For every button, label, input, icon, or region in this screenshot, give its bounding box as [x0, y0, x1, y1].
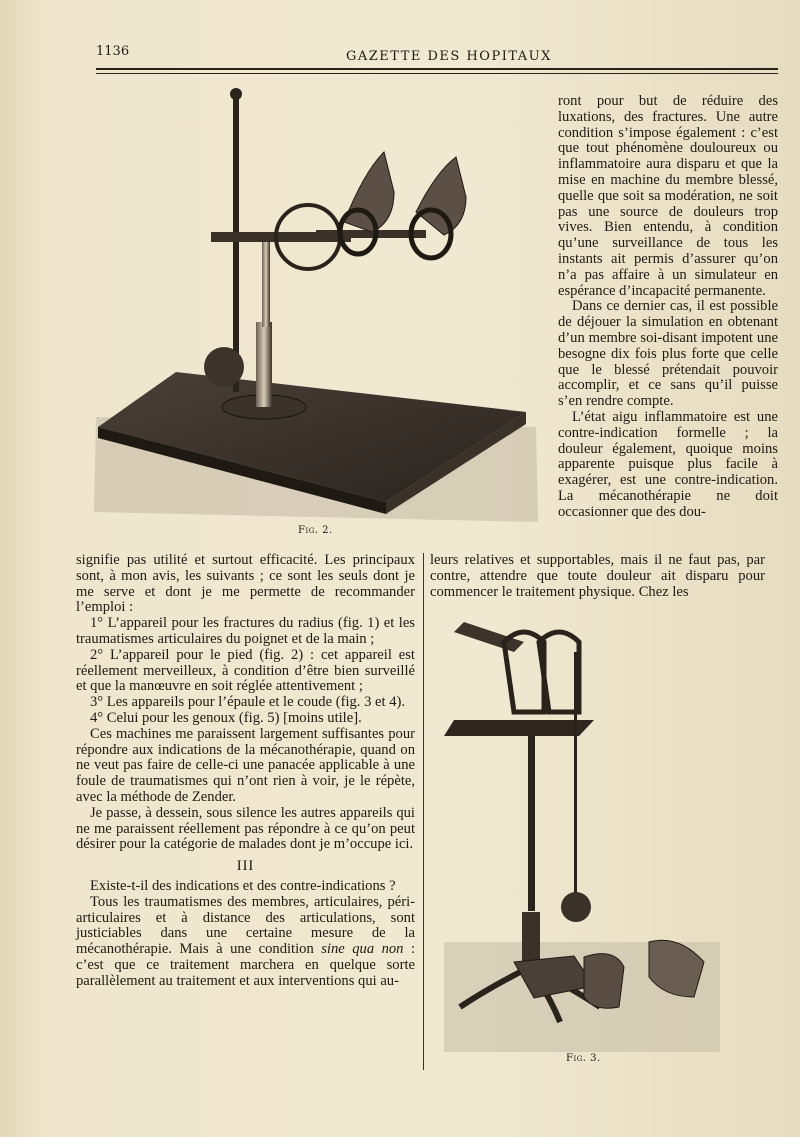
text-run: Tous les traumatismes des membres, articulaires, péri-articulaires et à distance des articulations, sont justiciables dans une certaine mesure de la mécanothérapie. Mais à une condition: [76, 893, 415, 958]
emphasis: sine qua non: [321, 941, 404, 958]
paragraph: Ces machines me paraissent largement suffisantes pour répondre aux indications de la mécanothérapie, quand on ne veut pas faire de celle-ci une panacée applicable à une foule de traumatismes qui n’ont rien à voir, je le répète, avec la méthode de Zender.: [76, 725, 415, 805]
list-item: 3° Les appareils pour l’épaule et le coude (fig. 3 et 4).: [90, 694, 406, 711]
figure-3-shoulder-apparatus: [444, 612, 724, 1054]
list-item: 4° Celui pour les genoux (fig. 5) [moins utile].: [90, 709, 362, 726]
page-number: 1136: [96, 44, 130, 59]
paragraph: Je passe, à dessein, sous silence les autres appareils qui ne me paraissent réellement pas répondre à ce qu’on peut désirer pour la catégorie de malades dont je m’occupe ici.: [76, 804, 415, 853]
figure-2-foot-apparatus: [86, 82, 548, 528]
text-run: : c’est que ce traitement marchera en quelque sorte parallèlement au traitement et aux interventions qui au-: [76, 941, 416, 989]
right-column-top: [558, 94, 778, 521]
section-heading: III: [236, 858, 255, 875]
header-rule-thin: [96, 73, 778, 74]
list-item: 2° L’appareil pour le pied (fig. 2) : cet appareil est réellement merveilleux, à condition d’être bien surveillé et que la manœuvre en soit réglée attentivement ;: [76, 646, 415, 695]
paragraph: [76, 895, 415, 990]
figure-3-caption: Fig. 3.: [566, 1053, 601, 1064]
list-item: 1° L’appareil pour les fractures du radius (fig. 1) et les traumatismes articulaires du poignet et de la main ;: [76, 615, 415, 647]
paragraph: leurs relatives et supportables, mais il ne faut pas, par contre, attendre que toute douleur ait disparu pour commencer le traitement physique. Chez les: [430, 552, 765, 600]
paragraph: ront pour but de réduire des luxations, des fractures. Une autre condition s’impose également : c’est que tout phénomène douloureux ou inflammatoire aura disparu et que la mise en machine du membre blessé, quelle que soit sa modération, ne soit pas une source de douleurs trop vives. Bien entendu, à condition qu’une surveillance de tous les instants ait permis d’assurer qu’on n’a pas affaire à un simulateur en espérance d’incapacité permanente.: [558, 93, 778, 299]
header-rule: [96, 68, 778, 70]
right-column-bottom: [430, 553, 765, 600]
paragraph: signifie pas utilité et surtout efficacité. Les principaux sont, à mon avis, les suivants ; ce sont les seuls dont je me serve et dont je me permette de recommander l’emploi :: [76, 552, 415, 616]
running-head: GAZETTE DES HOPITAUX: [346, 49, 552, 64]
left-column: [76, 553, 415, 990]
paragraph: L’état aigu inflammatoire est une contre-indication formelle ; la douleur également, quoique moins apparente puisque plus facile à exagérer, est une contre-indication. La mécanothérapie ne doit occasionner que des dou-: [558, 408, 778, 520]
paragraph: Dans ce dernier cas, il est possible de déjouer la simulation en obtenant d’un membre soi-disant impotent une besogne dix fois plus forte que celle que le blessé prétendait pouvoir accomplir, et ce sans qu’il puisse s’en rendre compte.: [558, 298, 778, 410]
figure-2-caption: Fig. 2.: [298, 525, 333, 536]
paragraph: Existe-t-il des indications et des contre-indications ?: [90, 877, 396, 894]
column-separator: [423, 553, 424, 1070]
